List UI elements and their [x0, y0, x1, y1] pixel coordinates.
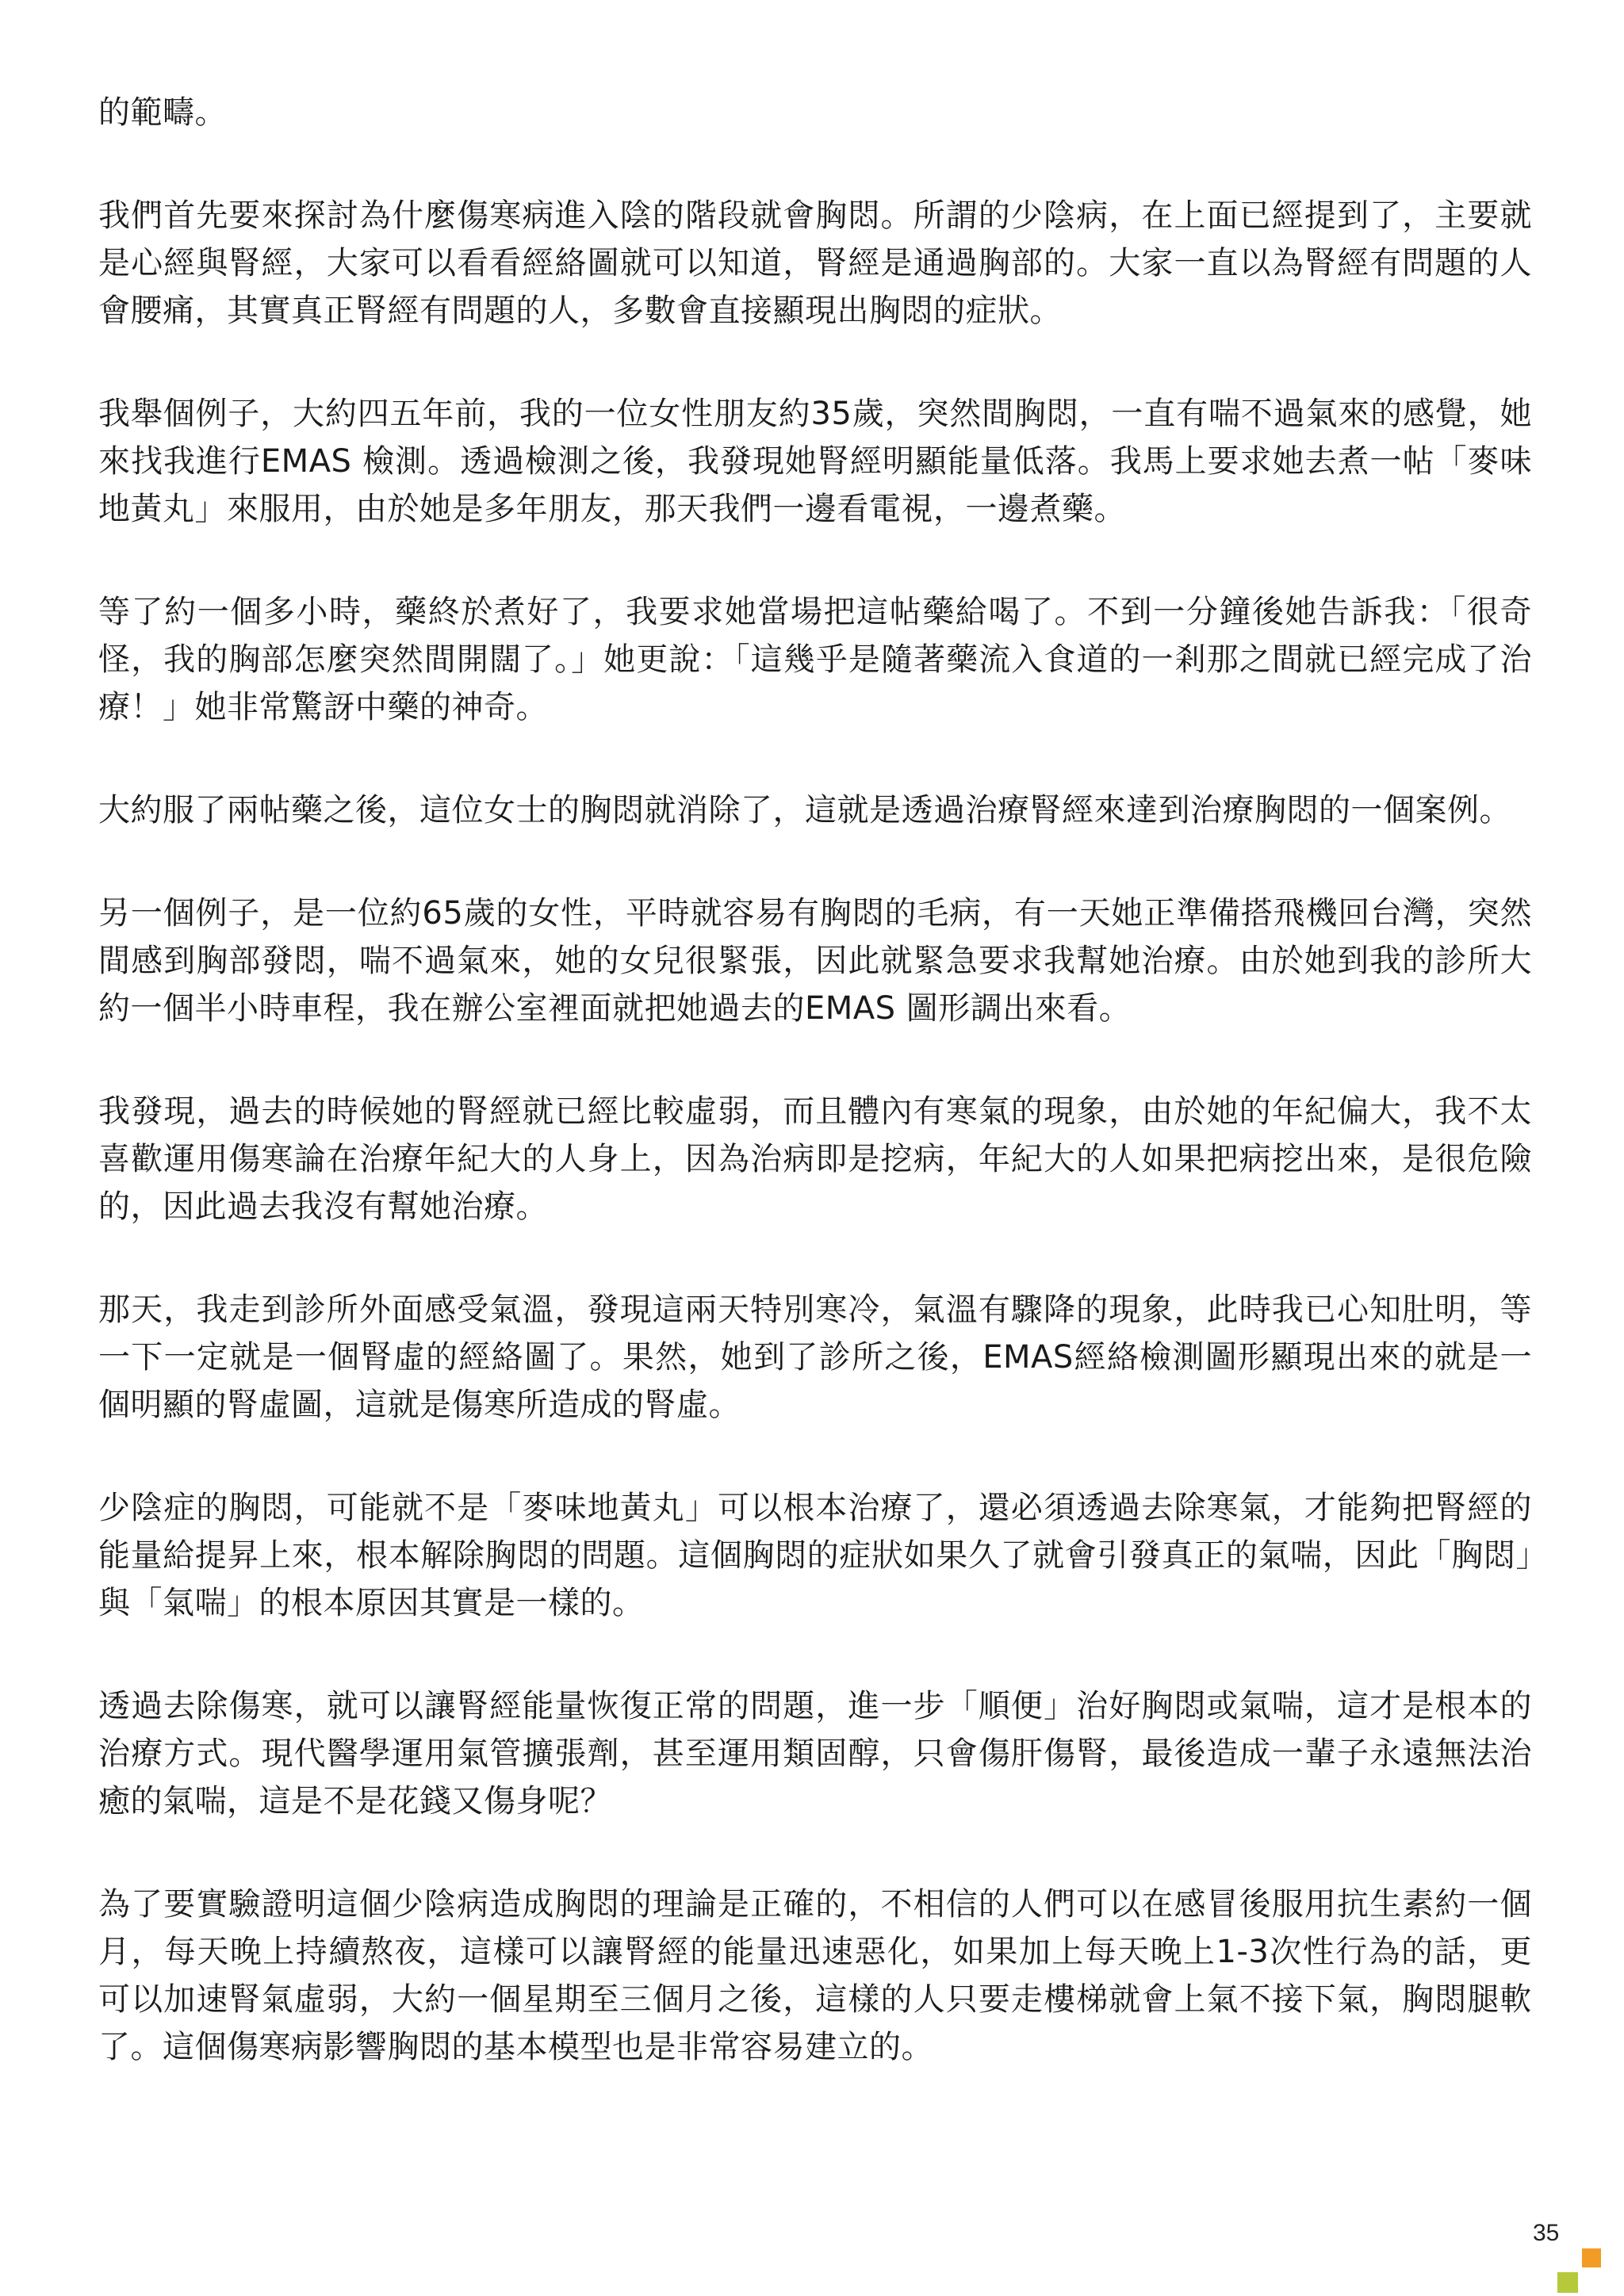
paragraph: 的範疇。	[98, 94, 227, 131]
paragraph: 透過去除傷寒，就可以讓腎經能量恢復正常的問題，進一步「順便」治好胸悶或氣喘，這才是根本的治療方式。現代醫學運用氣管擴張劑，甚至運用類固醇，只會傷肝傷腎，最後造成一輩子永遠無法治癒的氣喘，這是不是花錢又傷身呢？	[98, 1688, 1532, 1820]
decorative-green-square	[1557, 2272, 1578, 2293]
paragraph: 我發現，過去的時候她的腎經就已經比較虛弱，而且體內有寒氣的現象，由於她的年紀偏大，我不太喜歡運用傷寒論在治療年紀大的人身上，因為治病即是挖病，年紀大的人如果把病挖出來，是很危險的，因此過去我沒有幫她治療。	[98, 1093, 1532, 1225]
paragraph: 為了要實驗證明這個少陰病造成胸悶的理論是正確的，不相信的人們可以在感冒後服用抗生素約一個月，每天晚上持續熬夜，這樣可以讓腎經的能量迅速惡化，如果加上每天晚上1-3次性行為的話，更可以加速腎氣虛弱，大約一個星期至三個月之後，這樣的人只要走樓梯就會上氣不接下氣，胸悶腿軟了。這個傷寒病影響胸悶的基本模型也是非常容易建立的。	[98, 1886, 1532, 2065]
page-number: 35	[1533, 2220, 1560, 2246]
paragraph: 少陰症的胸悶，可能就不是「麥味地黃丸」可以根本治療了，還必須透過去除寒氣，才能夠把腎經的能量給提昇上來，根本解除胸悶的問題。這個胸悶的症狀如果久了就會引發真正的氣喘，因此「胸悶」與「氣喘」的根本原因其實是一樣的。	[98, 1490, 1532, 1621]
page-body	[98, 89, 1532, 2126]
decorative-orange-square	[1582, 2248, 1601, 2267]
paragraph: 我們首先要來探討為什麼傷寒病進入陰的階段就會胸悶。所謂的少陰病，在上面已經提到了，主要就是心經與腎經，大家可以看看經絡圖就可以知道，腎經是通過胸部的。大家一直以為腎經有問題的人會腰痛，其實真正腎經有問題的人，多數會直接顯現出胸悶的症狀。	[98, 197, 1532, 329]
paragraph: 我舉個例子，大約四五年前，我的一位女性朋友約35歲，突然間胸悶，一直有喘不過氣來的感覺，她來找我進行EMAS 檢測。透過檢測之後，我發現她腎經明顯能量低落。我馬上要求她去煮一帖「麥味地黃丸」來服用，由於她是多年朋友，那天我們一邊看電視，一邊煮藥。	[98, 396, 1532, 527]
paragraph: 等了約一個多小時，藥終於煮好了，我要求她當場把這帖藥給喝了。不到一分鐘後她告訴我：「很奇怪，我的胸部怎麼突然間開闊了。」她更說：「這幾乎是隨著藥流入食道的一剎那之間就已經完成了治療！」她非常驚訝中藥的神奇。	[98, 594, 1532, 725]
paragraph: 那天，我走到診所外面感受氣溫，發現這兩天特別寒冷，氣溫有驟降的現象，此時我已心知肚明，等一下一定就是一個腎虛的經絡圖了。果然，她到了診所之後，EMAS經絡檢測圖形顯現出來的就是一個明顯的腎虛圖，這就是傷寒所造成的腎虛。	[98, 1292, 1532, 1423]
paragraph: 大約服了兩帖藥之後，這位女士的胸悶就消除了，這就是透過治療腎經來達到治療胸悶的一個案例。	[98, 792, 1511, 828]
paragraph: 另一個例子，是一位約65歲的女性，平時就容易有胸悶的毛病，有一天她正準備搭飛機回台灣，突然間感到胸部發悶，喘不過氣來，她的女兒很緊張，因此就緊急要求我幫她治療。由於她到我的診所大約一個半小時車程，我在辦公室裡面就把她過去的EMAS 圖形調出來看。	[98, 895, 1532, 1027]
